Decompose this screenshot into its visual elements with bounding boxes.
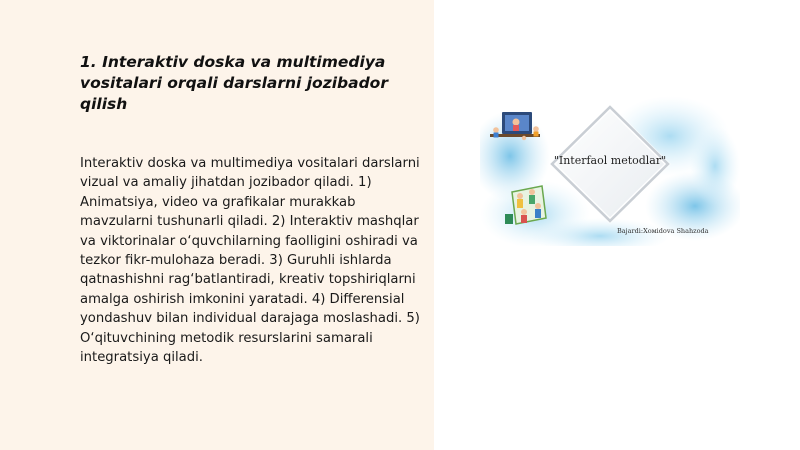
diamond-title: "Interfaol metodlar" [553,154,667,167]
title-slide-image [480,96,740,246]
slide-title: 1. Interaktiv doska va multimediya vositalari orqali darslarni jozibador qilish [80,53,388,113]
author-caption: Bajardi:Xoміdova Shahzoda [617,227,709,235]
slide-body-text: Interaktiv doska va multimediya vositalari darslarni vizual va amaliy jihatdan jozibador qiladi. 1) Animatsiya, video va grafikalar murakkab mavzularni tushunarli qiladi. 2) Interaktiv mashqlar va viktorinalar o‘quvchilarning faolligini oshiradi va tezkor fikr-mulohaza beradi. 3) Guruhli ishlarda qatnashishni rag‘batlantiradi, kreativ topshiriqlarni amalga oshirish imkonini yaratadi. 4) Differensial yondashuv bilan individual darajaga moslashadi. 5) O‘qituvchining metodik resurslarini samarali integratsiya qiladi. [80,156,420,366]
watercolor-illustration [480,96,740,246]
